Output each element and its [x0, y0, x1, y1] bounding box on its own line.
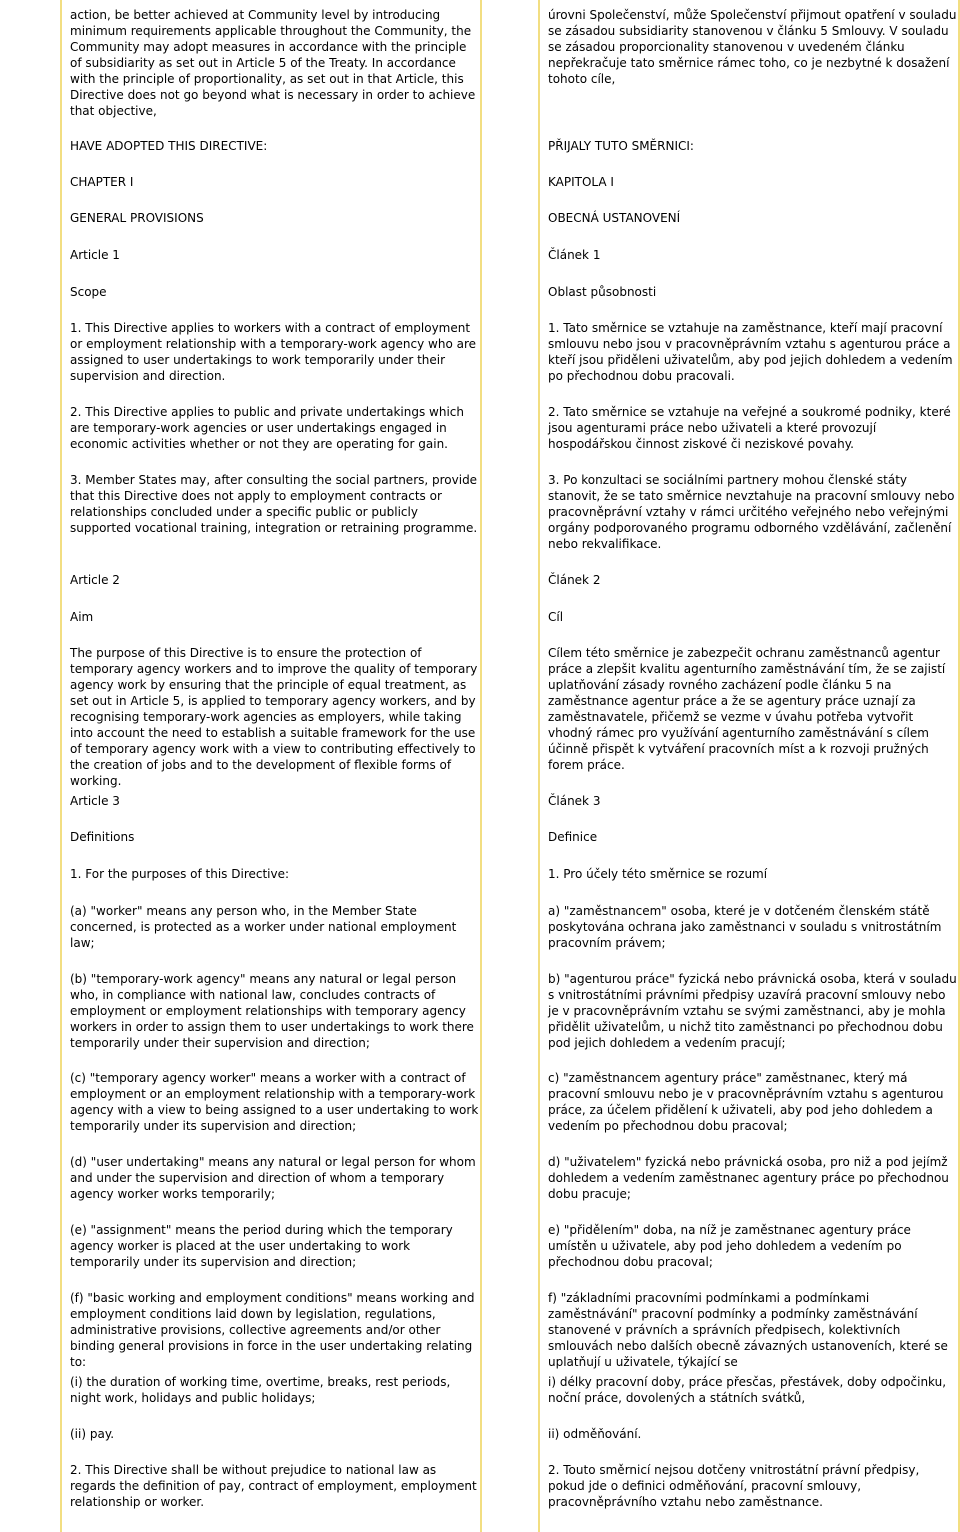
column-border-mid-left	[480, 0, 482, 1532]
article-1-paragraph-3: 3. Member States may, after consulting the social partners, provide that this Directive does not apply to employment contracts or relationships concluded under a specific public or publicly supported vocational training, integration or retraining programme.	[70, 473, 478, 535]
definition-f-i: (i) the duration of working time, overtime, breaks, rest periods, night work, holidays and public holidays;	[70, 1375, 451, 1405]
chapter-title: GENERAL PROVISIONS	[70, 211, 204, 225]
intro-paragraph: úrovni Společenství, může Společenství přijmout opatření v souladu se zásadou subsidiarity stanovenou v článku 5 Smlouvy. V souladu se zásadou proporcionality stanovenou v uvedeném článku nepřekračuje tato směrnice rámec toho, co je nezbytné k dosažení tohoto cíle,	[548, 8, 957, 86]
definition-a: a) "zaměstnancem" osoba, které je v dotčeném členském státě poskytována ochrana jako zaměstnanci v souladu s vnitrostátním pracovním právem;	[548, 904, 942, 950]
adopted-heading: PŘIJALY TUTO SMĚRNICI:	[548, 139, 694, 153]
article-1-title: Scope	[70, 285, 107, 299]
definition-d: (d) "user undertaking" means any natural or legal person for whom and under the supervision and direction of whom a temporary agency worker works temporarily;	[70, 1155, 476, 1201]
article-2-heading: Article 2	[70, 573, 120, 587]
column-border-left	[60, 0, 62, 1532]
article-3-heading: Article 3	[70, 794, 120, 808]
article-1-paragraph-2: 2. This Directive applies to public and private undertakings which are temporary-work agencies or user undertakings engaged in economic activities whether or not they are operating for gain.	[70, 405, 465, 451]
definition-f-ii: (ii) pay.	[70, 1427, 115, 1441]
definition-b: b) "agenturou práce" fyzická nebo právnická osoba, která v souladu s vnitrostátními právními předpisy uzavírá pracovní smlouvy nebo je v pracovněprávním vztahu se svými zaměstnanci, aby je mohla přidělit uživatelům, u nichž tito zaměstnanci po přechodnou dobu pod jejich dohledem a vedením pracují;	[548, 972, 957, 1050]
definition-c: (c) "temporary agency worker" means a worker with a contract of employment or an employment relationship with a temporary-work agency with a view to being assigned to a user undertaking to work temporarily under its supervision and direction;	[70, 1071, 479, 1133]
article-3-title: Definitions	[70, 830, 135, 844]
article-2-title: Cíl	[548, 610, 564, 624]
definition-e: e) "přidělením" doba, na níž je zaměstnanec agentury práce umístěn u uživatele, aby pod jeho dohledem a vedením po přechodnou dobu pracoval;	[548, 1223, 911, 1269]
definition-e: (e) "assignment" means the period during which the temporary agency worker is placed at the user undertaking to work temporarily under its supervision and direction;	[70, 1223, 453, 1269]
article-1-paragraph-2: 2. Tato směrnice se vztahuje na veřejné a soukromé podniky, které jsou agenturami práce nebo uživateli a které provozují hospodářskou činnost ziskové či neziskové povahy.	[548, 405, 951, 451]
intro-paragraph: action, be better achieved at Community level by introducing minimum requirements applicable throughout the Community, the Community may adopt measures in accordance with the principle of subsidiarity as set out in Article 5 of the Treaty. In accordance with the principle of proportionality, as set out in that Article, this Directive does not go beyond what is necessary in order to achieve that objective,	[70, 8, 476, 118]
definition-f: (f) "basic working and employment conditions" means working and employment conditions laid down by legislation, regulations, administrative provisions, collective agreements and/or other binding general provisions in force in the user undertaking relating to:	[70, 1291, 475, 1369]
chapter-heading: KAPITOLA I	[548, 175, 614, 189]
article-3-paragraph-1: 1. Pro účely této směrnice se rozumí	[548, 867, 768, 881]
definition-f-i: i) délky pracovní doby, práce přesčas, přestávek, doby odpočinku, noční práce, dovolených a státních svátků,	[548, 1375, 947, 1405]
article-1-paragraph-1: 1. This Directive applies to workers with a contract of employment or employment relationship with a temporary-work agency who are assigned to user undertakings to work temporarily under their supervision and direction.	[70, 321, 477, 383]
chapter-title: OBECNÁ USTANOVENÍ	[548, 211, 681, 225]
definition-f: f) "základními pracovními podmínkami a podmínkami zaměstnávání" pracovní podmínky a podmínky zaměstnávání stanovené v právních a správních předpisech, kolektivních smlouvách nebo dalších obecně závazných ustanoveních, které se uplatňují u uživatele, týkající se	[548, 1291, 948, 1369]
article-1-heading: Article 1	[70, 248, 120, 262]
article-3-paragraph-2: 2. Touto směrnicí nejsou dotčeny vnitrostátní právní předpisy, pokud jde o definici odměňování, pracovní smlouvy, pracovněprávního vztahu nebo zaměstnance.	[548, 1463, 920, 1509]
chapter-heading: CHAPTER I	[70, 175, 134, 189]
definition-b: (b) "temporary-work agency" means any natural or legal person who, in compliance with national law, concludes contracts of employment or employment relationships with temporary agency workers in order to assign them to user undertakings to work there temporarily under their supervision and direction;	[70, 972, 474, 1050]
article-2-paragraph: Cílem této směrnice je zabezpečit ochranu zaměstnanců agentur práce a zlepšit kvalitu agenturního zaměstnávání tím, že se zajistí uplatňování zásady rovného zacházení podle článku 5 na zaměstnance agentur práce a že se agentury práce uznají za zaměstnavatele, přičemž se vezme v úvahu potřeba vytvořit vhodný rámec pro využívání agenturního zaměstnávání s cílem účinně přispět k vytváření pracovních míst a k rozvoji pružných forem práce.	[548, 646, 946, 772]
definition-f-ii: ii) odměňování.	[548, 1427, 642, 1441]
definition-c: c) "zaměstnancem agentury práce" zaměstnanec, který má pracovní smlouvu nebo je v pracovněprávním vztahu s agenturou práce, za účelem přidělení k uživateli, aby pod jeho dohledem a vedením po přechodnou dobu pracoval;	[548, 1071, 944, 1133]
definition-d: d) "uživatelem" fyzická nebo právnická osoba, pro niž a pod jejímž dohledem a vedením zaměstnanec agentury práce po přechodnou dobu pracuje;	[548, 1155, 949, 1201]
article-2-title: Aim	[70, 610, 94, 624]
article-2-paragraph: The purpose of this Directive is to ensure the protection of temporary agency workers and to improve the quality of temporary agency work by ensuring that the principle of equal treatment, as set out in Article 5, is applied to temporary agency workers, and by recognising temporary-work agencies as employers, while taking into account the need to establish a suitable framework for the use of temporary agency work with a view to contributing effectively to the creation of jobs and to the development of flexible forms of working.	[70, 646, 478, 788]
adopted-heading: HAVE ADOPTED THIS DIRECTIVE:	[70, 139, 268, 153]
article-2-heading: Článek 2	[548, 573, 601, 587]
article-3-paragraph-2: 2. This Directive shall be without prejudice to national law as regards the definition of pay, contract of employment, employment relationship or worker.	[70, 1463, 477, 1509]
article-1-heading: Článek 1	[548, 248, 601, 262]
article-1-paragraph-1: 1. Tato směrnice se vztahuje na zaměstnance, kteří mají pracovní smlouvu nebo jsou v pracovněprávním vztahu s agenturou práce a kteří jsou přiděleni uživatelům, aby pod jejich dohledem a vedením po přechodnou dobu pracovali.	[548, 321, 953, 383]
article-1-paragraph-3: 3. Po konzultaci se sociálními partnery mohou členské státy stanovit, že se tato směrnice nevztahuje na pracovní smlouvy nebo pracovněprávní vztahy v rámci určitého veřejného nebo veřejnými orgány podporovaného programu odborného vzdělávání, začlenění nebo rekvalifikace.	[548, 473, 955, 551]
article-3-heading: Článek 3	[548, 794, 601, 808]
article-1-title: Oblast působnosti	[548, 285, 657, 299]
article-3-title: Definice	[548, 830, 598, 844]
article-3-paragraph-1: 1. For the purposes of this Directive:	[70, 867, 290, 881]
definition-a: (a) "worker" means any person who, in the Member State concerned, is protected as a worker under national employment law;	[70, 904, 457, 950]
column-border-mid-right	[538, 0, 540, 1532]
